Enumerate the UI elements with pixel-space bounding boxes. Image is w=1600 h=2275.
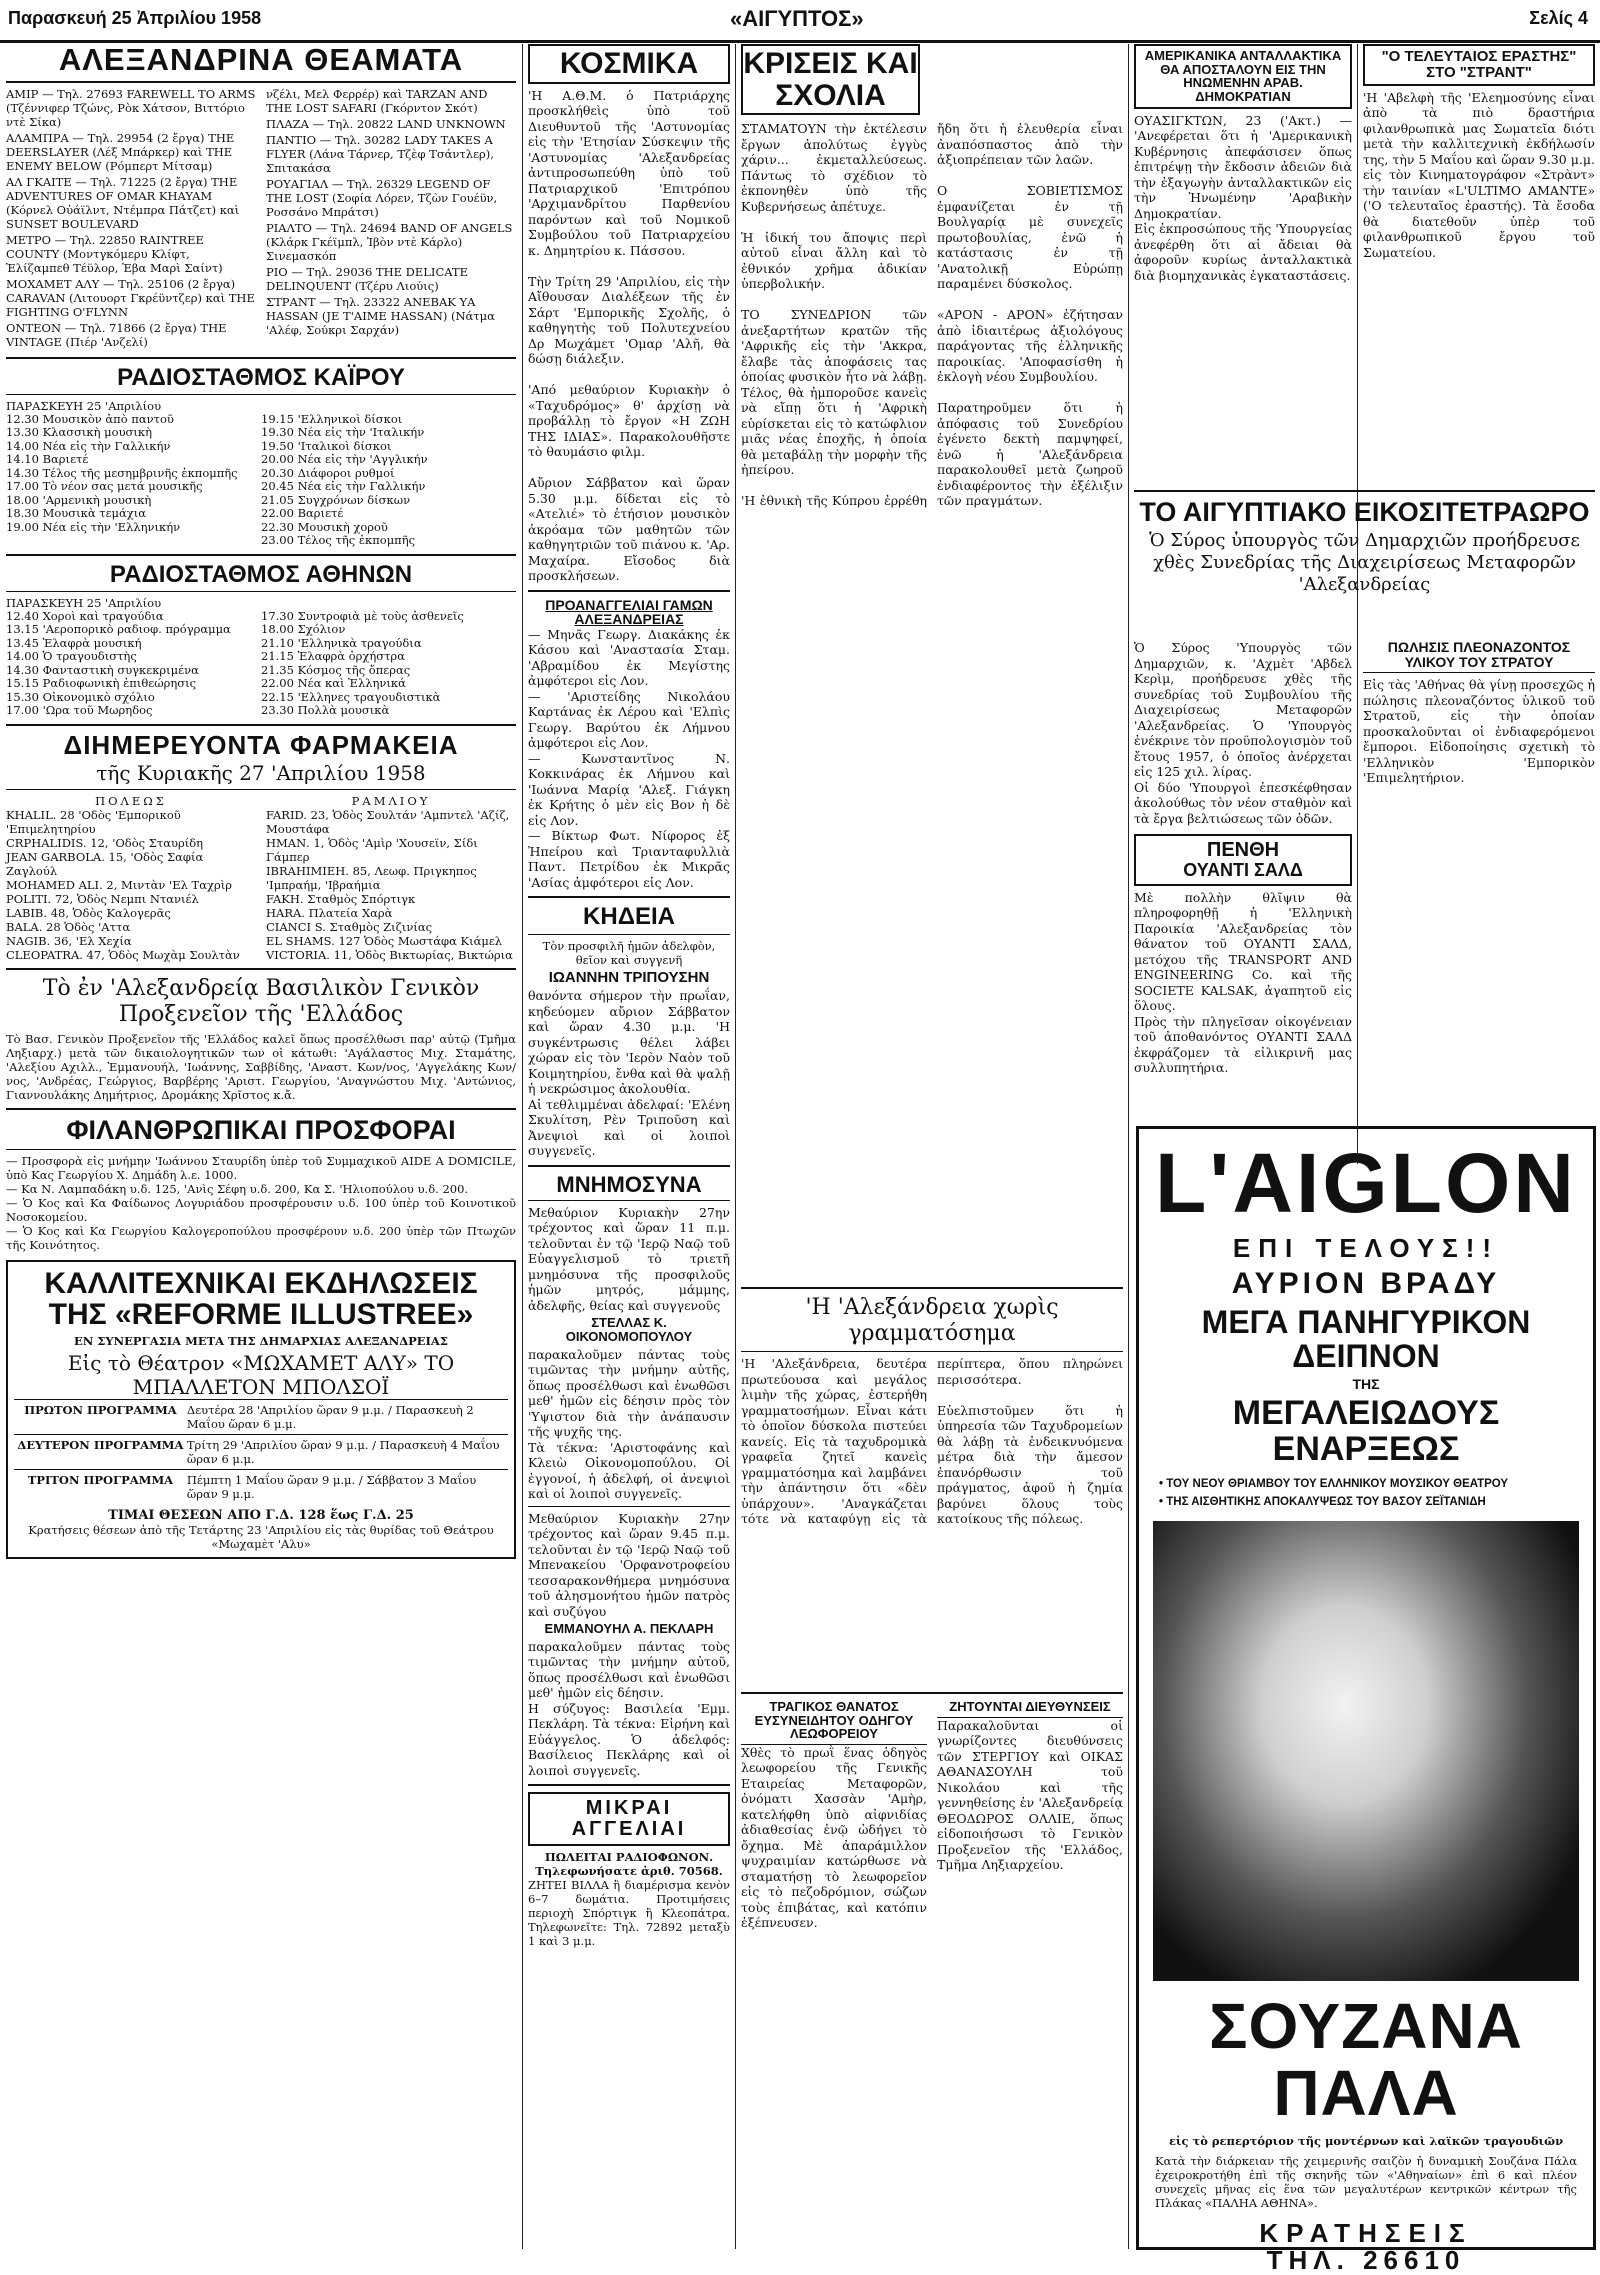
arts-program-dates: Πέμπτη 1 Μαΐου ὥραν 9 μ.μ. / Σάββατον 3 Μαΐου ὥραν 9 μ.μ. [186,1472,477,1501]
schedule-item: 18.30 Μουσικὰ τεμάχια [6,506,147,521]
schedule-item: 19.50 'Ιταλικοὶ δίσκοι [261,438,392,453]
masthead-page: Σελίς 4 [1529,8,1588,28]
schedule-row [6,534,516,548]
memorial-title: ΜΝΗΜΟΣΥΝΑ [556,1171,702,1197]
column-1 [6,42,520,2249]
column-rule [1128,44,1129,2249]
stamps-text: 'Η 'Αλεξάνδρεια, δευτέρα πρωτεύουσα καὶ μεγάλος λιμὴν τῆς χώρας, ἐστερήθη γραμματοσήμων. Εἶναι κάτι τὸ ὁποῖον δύσκολα πιστεύει κανείς. Εἰς τὰ ταχυδρομικὰ γραφεῖα ζητεῖ κανεὶς γραμματόσημα καὶ λαμβάνει τὴν ἀπάντησιν ὅτι «δὲν ὑπάρχουν». 'Αναγκάζεται τότε νὰ καταφύγῃ εἰς τὰ περίπτερα, ὅπου πληρώνει περισσότερα. Εὐελπιστοῦμεν ὅτι ἡ ὑπηρεσία τῶν Ταχυδρομείων θὰ λάβῃ τὰ ἐνδεικνυόμενα μέτρα διὰ τὴν ἄμεσον ἐπανόρθωσιν τοῦ πράγματος, ἀφοῦ ἡ ζημία βαρύνει ὅλους τοὺς κατοίκους τῆς πόλεως. [741,1356,1123,1526]
theater-listing: ΠΑΝΤΙΟ — Τηλ. 30282 LADY TAKES A FLYER (Λάνα Τάρνερ, Τζὲφ Τσάντλερ), Σπιτακάσα [266,132,494,175]
memorial-name-1: ΣΤΕΛΛΑΣ Κ. ΟΙΚΟΝΟΜΟΠΟΥΛΟΥ [565,1315,693,1345]
arts-theater: Εἰς τὸ Θέατρον «ΜΩΧΑΜΕΤ ΑΛΥ» ΤΟ ΜΠΑΛΛΕΤΟΝ ΜΠΟΛΣΟΪ [67,1350,455,1399]
theater-listing: ΡΙΟ — Τηλ. 29036 THE DELICATE DELINQUENT (Τζέρυ Λιούις) [266,264,469,293]
council-block [1134,490,1595,632]
aiglon-ad [1136,1126,1596,2275]
engagements-title: ΠΡΟΑΝΑΓΓΕΛΙΑΙ ΓΑΜΩΝ ΑΛΕΞΑΝΔΡΕΙΑΣ [545,596,713,628]
schedule-item: 17.30 Συντροφιὰ μὲ τοὺς ἀσθενεῖς [261,608,464,623]
schedule-row [6,467,516,481]
schedule-item: 22.00 Βαριετέ [261,506,344,521]
radio-athens-title: ΡΑΔΙΟΣΤΑΘΜΟΣ ΑΘΗΝΩΝ [109,560,413,588]
schedule-item: 14.30 Φανταστικὴ συγκεκριμένα [6,662,199,677]
schedule-row [6,691,516,705]
schedule-item: 23.30 Πολλὰ μουσικὰ [261,703,390,718]
column-2 [528,44,734,2249]
theater-listing: ΑΛΑΜΠΡΑ — Τηλ. 29954 (2 ἔργα) THE DEERSLAYER (Λέξ Μπάρκερ) καὶ THE ENEMY BELOW (Ρόμπερτ Μίτσαμ) [6,130,235,173]
arts-program-dates: Τρίτη 29 'Απριλίου ὥραν 9 μ.μ. / Παρασκευὴ 4 Μαΐου ὥραν 6 μ.μ. [186,1437,500,1466]
ad-bullet-1-text: ΤΟΥ ΝΕΟΥ ΘΡΙΑΜΒΟΥ ΤΟΥ ΕΛΛΗΝΙΚΟΥ ΜΟΥΣΙΚΟΥ ΘΕΑΤΡΟΥ [1166,1478,1509,1491]
masthead-date: Παρασκευή 25 Ἀπριλίου 1958 [8,8,262,28]
schedule-item: 18.00 'Αρμενικὴ μουσικὴ [6,492,152,507]
arts-subtitle: ΕΝ ΣΥΝΕΡΓΑΣΙΑ ΜΕΤΑ ΤΗΣ ΔΗΜΑΡΧΙΑΣ ΑΛΕΞΑΝΔΡΕΙΑΣ [74,1333,448,1348]
column-4-right [1363,44,1599,524]
schedule-row [6,453,516,467]
social-text: 'Η Α.Θ.Μ. ὁ Πατριάρχης προσκλήθεὶς ὑπὸ τοῦ Διευθυντοῦ τῆς 'Αστυνομίας εἰς τὴν 'Ετησίαν Σύσκεψιν τῆς 'Αστυνομίας 'Αλεξανδρείας ἀντιπροσωπεύθη ὑπὸ τοῦ Πατριαρχικοῦ 'Επιτρόπου 'Αρχιμανδρίτου Παρθενίου παρόντων καὶ τοῦ Νομικοῦ Συμβούλου τοῦ Πατριαρχείου κ. Δημητρίου κ. Πάσσου. Τὴν Τρίτη 29 'Απριλίου, εἰς τὴν Αἴθουσαν Διαλέξεων τῆς ἐν Σάρτ 'Εμπορικῆς Σχολῆς, ὁ καθηγητὴς τοῦ Πολυτεχνείου Δρ Μωχάμετ 'Ομαρ 'Αλῆ, θὰ δώσῃ διάλεξιν. 'Από μεθαύριον Κυριακὴν ὁ «Ταχυδρόμος» θ' ἀρχίσῃ νὰ προβάλλῃ τὸ ἔργον «Η ΖΩΗ ΤΗΣ ΙΔΙΑΣ». Παρακολουθῆστε τὸ θαυμάσιο φιλμ. Αὔριον Σάββατον καὶ ὥραν 5.30 μ.μ. δίδεται εἰς τὸ «Ατελιέ» τὸ ἐτήσιον μουσικὸν ἀκρόαμα τῶν μαθητῶν τῶν καθηγητριῶν τοῦ πιάνου κ. 'Αρ. Μαχαίρα. Εἴσοδος διὰ προσκλήσεων. [528,87,730,583]
pharmacies-title: ΔΙΗΜΕΡΕΥΟΝΤΑ ΦΑΡΜΑΚΕΙΑ [63,729,459,760]
pharmacies-city: KHALIL. 28 'Οδὸς 'Εμπορικοῦ 'Επιμελητηρίου CRPHALIDIS. 12, 'Οδὸς Σταυρίδη JEAN GARBOLA. 15, 'Οδὸς Σαφία Ζαγλούλ MOHAMED ALI. 2, Μιντὰν 'Ελ Ταχρὶρ POLITI. 72, Ὁδὸς Νεμπι Ντανιέλ LABIB. 48, Ὁδὸς Καλογερᾶς BALA. 28 Ὁδὸς 'Αττα NAGIB. 36, 'Ελ Χεχία CLEOPATRA. 47, Ὁδὸς Μωχὰμ Σουλτὰν [6,808,240,963]
portrait-text: 'Η 'Αβελφὴ τῆς 'Ελεημοσύνης εἶναι ἀπὸ τὰ πιὸ δραστήρια φιλανθρωπικὰ μας Σωματεῖα διότι μετὰ τὴν καλλιτεχνικὴ ἐκδήλωσίν της, τὴν 5 Μαΐου καὶ ὥραν 9.30 μ.μ. εἰς τὸν Κινηματογράφον «Στρὰντ» τὴν ταινίαν «L'ULTIMO AMANTE» ('Ο τελευταῖος ἐραστής). Τὰ ἔσοδα θὰ διατεθοῦν ὑπὲρ τοῦ φιλανθρωπικοῦ ἔργου τοῦ Σωματείου. [1363,89,1599,260]
ad-desc-2: Κατὰ τὴν διάρκειαν τῆς χειμερινῆς σαιζὸν ἡ δυναμικὴ Σουζάνα Πάλα ἐχειροκροτήθη ἐπὶ τῆς σκηνῆς τῶν «'Αθηναίων» ἐπὶ 6 καὶ πλέον συνεχεῖς μῆνας εἰς ἕνα τῶν μεγαλυτέρων κεντρικῶν κέντρων τῆς Πλάκας «ΠΑΛΗΑ ΑΘΗΝΑ». [1155,2153,1581,2210]
sorrow-box [1134,834,1352,886]
arts-program-name: ΔΕΥΤΕΡΟΝ ΠΡΟΓΡΑΜΜΑ [17,1437,184,1452]
schedule-item: 22.00 Νέα καὶ Ἐλληνικά [261,676,406,691]
radio-cairo-schedule [6,413,516,548]
theater-listing: ΣΤΡΑΝΤ — Τηλ. 23322 ΑΝΕΒΑΚ ΥΑ ΗΑSSAN (JE T'AIME HASSAN) (Νάτμα 'Αλέφ, Σούκρι Σαρχάν) [266,294,495,337]
news-text: ΟΥΑΣΙΓΚΤΩΝ, 23 ('Ακτ.) — 'Ανεφέρεται ὅτι ἡ 'Αμερικανικὴ Κυβέρνησις ἀπεφάσισεν ὅπως ἐπιτρέψῃ τὴν ἔκδοσιν ἀδειῶν διὰ τὴν ἐξαγωγὴν ἀνταλλακτικῶν εἰς τὴν Ἡνωμένην 'Αραβικὴν Δημοκρατίαν. Εἰς ἐκπροσώπους τῆς 'Υπουργείας ἀνεφέρθη ὅτι αἱ ἄδειαι θὰ ἀφοροῦν κυρίως ἀνταλλακτικὰ διὰ βιομηχανικὰς ἐγκαταστάσεις. [1134,112,1352,283]
theater-listing: ΟΝΤΕΟΝ — Τηλ. 71866 (2 ἔργα) THE VINTAGE (Πιέρ 'Ανζελί) [6,320,227,349]
theater-listing: ΑΛ ΓΚΑΙΤΕ — Τηλ. 71225 (2 ἔργα) THE ADVENTURES OF OMAR KHAYAM (Κόρνελ Οὐάϊλντ, Ντέμπρα Πάτζετ) καὶ SUNSET BOULEVARD [6,174,240,231]
wanted-title: ΖΗΤΟΥΝΤΑΙ ΔΙΕΥΘΥΝΣΕΙΣ [937,1700,1123,1718]
schedule-item: 21.35 Κόσμος τῆς ὄπερας [261,662,411,677]
schedule-row [6,637,516,651]
ad-line-3: ΜΕΓΑ ΠΑΝΗΓΥΡΙΚΟΝ ΔΕΙΠΝΟΝ [1201,1303,1531,1374]
arts-program-name: ΠΡΩΤΟΝ ΠΡΟΓΡΑΜΜΑ [24,1402,177,1417]
sorrow-text: Μὲ πολλὴν θλῖψιν θὰ πληροφορηθῇ ἡ 'Ελληνικὴ Παροικία 'Αλεξανδρείας τὸν θάνατον τοῦ ΟΥΑΝΤΙ ΣΑΛΔ, μετόχου τῆς TRANSPORT AND ENGINEERING Co. καὶ τῆς SOCIETE KALSAK, ἀγαπητοῦ εἰς ὅλους. Πρὸς τὴν πληγεῖσαν οἰκογένειαν τοῦ ἀποθανόντος ΟΥΑΝΤΙ ΣΑΛΔ ἐκφράζομεν τὰ εἰλικρινῆ μας συλλυπητήρια. [1134,889,1352,1076]
ad-line-4: ΤΗΣ [1352,1376,1380,1393]
theater-listing: ΡΙΑΛΤΟ — Τηλ. 24694 BAND OF ANGELS (Κλάρκ Γκέϊμπλ, Ἰβὸν ντὲ Κάρλο) Σινεμασκόπ [266,220,513,263]
radio-athens-schedule [6,610,516,718]
schedule-item: 17.00 Τὸ νέον σας μετά μουσικῆς [6,479,203,494]
stamps-title: 'Η 'Αλεξάνδρεια χωρὶς γραμματόσημα [805,1295,1059,1346]
consulate-title: Τὸ ἐν 'Αλεξανδρείᾳ Βασιλικὸν Γενικὸν Προξενεῖον τῆς 'Ελλάδος [42,976,480,1028]
schedule-item: 23.00 Τέλος τῆς ἐκπομπῆς [261,533,416,548]
schedule-item: 20.00 Νέα εἰς τὴν 'Αγγλικήν [261,452,428,467]
arts-program-row [14,1399,508,1434]
classified-title: ΜΙΚΡΑΙ ΑΓΓΕΛΙΑΙ [528,1792,730,1846]
arts-programs [14,1399,508,1504]
arts-program-row [14,1469,508,1504]
tragic-title: ΤΡΑΓΙΚΟΣ ΘΑΝΑΤΟΣ ΕΥΣΥΝΕΙΔΗΤΟΥ ΟΔΗΓΟΥ ΛΕΩΦΟΡΕΙΟΥ [741,1700,927,1745]
sale-col [1363,639,1599,1120]
schedule-item: 22.15 'Ελληνες τραγουδιστικὰ [261,689,441,704]
engagements-text: — Μηνᾶς Γεωργ. Διακάκης ἐκ Κάσου καὶ 'Αναστασία Σταμ. 'Αβραμίδου ἐκ Μεγίστης ἀμφότεροι εἰς Λον. — 'Αριστείδης Νικολάου Καρτάνας ἐκ Λέρου καὶ 'Ελπὶς Γεωργ. Βαρύτου ἐκ Λήμνου ἀμφότεροι εἰς Λον. — Κωνσταντῖνος Ν. Κοκκινάρας ἐκ Λήμνου καὶ 'Ιωάννα Μαρίᾳ 'Αλεξ. Γιάγκη ἐκ Κρήτης ὁ μὲν εἰς Βον ἡ δὲ εἰς Λον. — Βίκτωρ Φωτ. Νίφορος ἐξ Ἠπείρου καὶ Τριανταφυλλιὰ Παντ. Πετρίδου ἐκ Μικρᾶς 'Ασίας ἀμφότεροι εἰς Λον. [528,626,730,890]
theater-listing: ΠΛΑΖΑ — Τηλ. 20822 LAND UNKNOWN [266,116,506,131]
column-3 [741,44,1127,2249]
ad-line-5: ΜΕΓΑΛΕΙΩΔΟΥΣ ΕΝΑΡΞΕΩΣ [1232,1393,1500,1468]
comments-title: ΚΡΙΣΕΙΣ ΚΑΙ ΣΧΟΛΙΑ [741,44,920,115]
sorrow-title: ΠΕΝΘΗ [1206,839,1280,861]
schedule-row [6,677,516,691]
schedule-item: 19.00 Νέα εἰς τὴν 'Ελληνικήν [6,519,181,534]
theaters-list-right [266,87,516,351]
schedule-item: 21.05 Συγχρόνων δίσκων [261,492,411,507]
tragic-text: Χθὲς τὸ πρωῒ ἕνας ὁδηγὸς λεωφορείου τῆς Γενικῆς Εταιρείας Μεταφορῶν, ὀνόματι Χασσὰν 'Αμὴρ, κατελήφθη ὑπὸ αἰφνιδίας ἀδιαθεσίας ἐνῷ ὡδήγει τὸ ὄχημα. Μὲ ἀπαράμιλλον ψυχραιμίαν κατώρθωσε νὰ σταματήσῃ τὸ λεωφορεῖον εἰς τὸ πεζοδρόμιον, σώζων τοὺς ἐπιβάτας, καὶ κατόπιν ἐξέπνευσεν. [741,1744,931,1931]
ad-bullet-2: • ΤΗΣ ΑΙΣΘΗΤΙΚΗΣ ΑΠΟΚΑΛΥΨΕΩΣ ΤΟΥ ΒΑΣΟΥ ΣΕΪΤΑΝΙΔΗ [1159,1496,1486,1509]
arts-prices: ΤΙΜΑΙ ΘΕΣΕΩΝ ΑΠΟ Γ.Δ. 128 ἕως Γ.Δ. 25 [108,1507,414,1523]
funeral-name: ΙΩΑΝΝΗΝ ΤΡΙΠΟΥΣΗΝ [548,968,710,986]
comments-text: ΣΤΑΜΑΤΟΥΝ τὴν ἐκτέλεσιν ἔργων ἀπολύτως ἐγγὺς χάριν... ἐκμεταλλεύσεως. Πάντως τὸ σχέδιον τὸ ἐκπονηθὲν ὑπὸ τῆς Κυβερνήσεως ἀπέτυχε. Ἡ ἰδική του ἄποψις περὶ αὐτοῦ εἶναι ἄλλη καὶ τὸ ἐθνικόν χρῆμα ἀδικίαν ὑπερβολικήν. ΤΟ ΣΥΝΕΔΡΙΟΝ τῶν ἀνεξαρτήτων κρατῶν τῆς 'Αφρικῆς εἰς τὴν 'Ακκρα, ἔλαβε τὰς ἀποφάσεις τας ὁποίας φυσικὸν ἦτο νὰ λάβῃ. Τέλος, θὰ ἠμποροῦσε κανεὶς νὰ εἴπῃ ὅτι ἡ 'Αφρικὴ εὑρίσκεται εἰς τὸ κατώφλιον μιᾶς νέας ἐποχῆς, ἡ ὁποία θὰ μεταβάλῃ τὴν μορφὴν τῆς ἠπείρου. 'Η ἐθνικὴ τῆς Κύπρου ἐρρέθη ἤδη ὅτι ἡ ἐλευθερία εἶναι ἀναπόσπαστος ἀπὸ τὴν ἀξιοπρέπειαν τῶν λαῶν. Ο ΣΟΒΙΕΤΙΣΜΟΣ ἐμφανίζεται ἐν τῇ Βουλγαρίᾳ μὲ συνεχεῖς πρωτοβουλίας, ἐνῶ ἡ κατάστασις ἐν τῇ 'Ανατολικῇ Εὐρώπῃ παραμένει δύσκολος. «ΑΡΟΝ - ΑΡΟΝ» ἐζήτησαν ἀπὸ ἰδιαιτέρως ἀξιολόγους παράγοντας τῆς ἐλληνικῆς παροικίας. 'Αποφασίσθη ἡ ἐκλογὴ νέου Συμβουλίου. Παρατηροῦμεν ὅτι ἡ ἀπόφασις τοῦ Συνεδρίου ἐγένετο δεκτὴ παμψηφεί, ἐνῶ ἡ 'Αλεξάνδρεια παρακολουθεῖ μετὰ ζωηροῦ ἐνδιαφέροντος τὴν ἐξέλιξιν τῶν πραγμάτων. [741,121,1123,508]
radio-cairo-title: ΡΑΔΙΟΣΤΑΘΜΟΣ ΚΑΪΡΟΥ [117,363,405,391]
memorial-text-2: παρακαλοῦμεν πάντας τοὺς τιμῶντας τὴν μνήμην αὐτῆς, ὅπως προσέλθωσι καὶ ἑνωθῶσι μεθ' ἡμῶν εἰς δέησιν πρὸς τὸν 'Υψιστον διὰ τὴν ἀνάπαυσιν τῆς ψυχῆς της. Τὰ τέκνα: 'Αριστοφάνης καὶ Κλειὼ Οἰκονομοπούλου. Οἱ ἐγγονοί, ἡ ἀδελφή, οἱ ἀνεψιοὶ καὶ οἱ λοιποὶ συγγενεῖς. [528,1346,730,1502]
lower-items [741,1699,1127,1931]
ad-line-2: ΑΥΡΙΟΝ ΒΡΑΔΥ [1231,1267,1501,1301]
masthead-paper: «ΑΙΓΥΠΤΟΣ» [730,6,864,31]
theater-listing: ΜΟΧΑΜΕΤ ΑΛΥ — Τηλ. 25106 (2 ἔργα) CARAVAN (Λιτουορτ Γκρέϋντζερ) καὶ THE FIGHTING O'FLYNN [6,276,255,319]
arts-title: ΚΑΛΛΙΤΕΧΝΙΚΑΙ ΕΚΔΗΛΩΣΕΙΣ ΤΗΣ «REFORME ILLUSTREE» [44,1266,478,1332]
council-text-col [1134,640,1352,1120]
sale-text: Εἰς τὰς 'Αθήνας θὰ γίνῃ προσεχῶς ἡ πώλησις πλεοναζόντος ὑλικοῦ τοῦ Στρατοῦ, εἰς τὴν ὁποίαν προσκαλοῦνται οἱ ἐνδιαφερόμενοι ἔμποροι. Εἰδοποίησις σχετικὴ τὸ 'Ελληνικὸν 'Εμπορικὸν 'Επιμελητήριον. [1363,677,1599,786]
ad-book: ΚΡΑΤΗΣΕΙΣ [1259,2217,1473,2248]
pharmacies-ramleh: FARID. 23, Ὁδὸς Σουλτάν 'Αμπντελ 'Αζίζ, Μουστάφα ΗΜΑΝ. 1, Ὁδὸς 'Αμὶρ 'Χουσεϊν, Σίδι Γάμπερ IBRAHIMIEH. 85, Λεωφ. Πριγκηπος 'Ιμπραήμ, 'Ιβραήμια FAKH. Σταθμὸς Σπόρτιγκ HARA. Πλατεία Χαρὰ CIANCI S. Σταθμὸς Ζιζινίας EL SHAMS. 127 Ὁδὸς Μωστάφα Κιάμελ VICTORIA. 11, Ὁδὸς Βικτωρίας, Βικτώρια [266,808,513,963]
ad-name: ΣΟΥΖΑΝΑ ΠΑΛΑ [1209,1990,1523,2130]
schedule-item: 14.00 Ὁ τραγουδιστὴς [6,649,137,664]
ad-line-1: ΕΠΙ ΤΕΛΟΥΣ!! [1232,1233,1500,1264]
sale-title: ΠΩΛΗΣΙΣ ΠΛΕΟΝΑΖΟΝΤΟΣ ΥΛΙΚΟΥ ΤΟΥ ΣΤΡΑΤΟΥ [1363,640,1595,673]
schedule-item: 15.15 Ραδιοφωνικὴ ἐπιθεώρησις [6,676,197,691]
schedule-row [6,650,516,664]
schedule-row [6,610,516,624]
schedule-row [6,494,516,508]
memorial-name-2: ΕΜΜΑΝΟΥΗΛ Α. ΠΕΚΛΑΡΗ [544,1621,714,1637]
classified-left: ΠΩΛΕΙΤΑΙ ΡΑΔΙΟΦΩΝΟΝ. Τηλεφωνήσατε ἀριθ. 70568. [535,1850,723,1879]
schedule-item: 19.15 'Ελληνικοὶ δίσκοι [261,411,403,426]
schedule-row [6,413,516,427]
schedule-row [6,507,516,521]
schedule-item: 12.30 Μουσικὸν ἀπὸ παντοῦ [6,411,174,426]
schedule-item: 15.30 Οἰκονομικὸ σχόλιο [6,689,155,704]
council-text: Ὁ Σύρος 'Υπουργὸς τῶν Δημαρχιῶν, κ. 'Αχμὲτ 'Αβδελ Κερὶμ, προήδρευσε χθὲς τῆς συνεδρίας τοῦ Συμβουλίου τῆς Διαχειρίσεως Μεταφορῶν 'Αλεξανδρείας. Ὁ 'Υπουργὸς ἐνέκρινε τὸν προϋπολογισμὸν τοῦ ἔτους 1957, ὁ ὁποῖος ἀνέρχεται εἰς 125 χιλ. λίρας. Οἱ δύο 'Υπουργοὶ ἐπεσκέφθησαν ἀκολούθως τὸν νέον σταθμὸν καὶ τὰ ἔργα βελτιώσεως τῶν ὁδῶν. [1134,640,1352,826]
ad-bullet-1: • ΤΟΥ ΝΕΟΥ ΘΡΙΑΜΒΟΥ ΤΟΥ ΕΛΛΗΝΙΚΟΥ ΜΟΥΣΙΚΟΥ ΘΕΑΤΡΟΥ [1159,1478,1509,1491]
portrait-title: "Ο ΤΕΛΕΥΤΑΙΟΣ ΕΡΑΣΤΗΣ" ΣΤΟ "ΣΤΡΑΝΤ" [1363,44,1595,86]
pharmacies-subtitle: τῆς Κυριακῆς 27 'Απριλίου 1958 [96,761,426,786]
ad-bullet-2-text: ΤΗΣ ΑΙΣΘΗΤΙΚΗΣ ΑΠΟΚΑΛΥΨΕΩΣ ΤΟΥ ΒΑΣΟΥ ΣΕΪΤΑΝΙΔΗ [1166,1496,1486,1509]
schedule-item: 17.00 'Ωρα τοῦ Μωρηδος [6,703,153,718]
schedule-item: 14.00 Νέα εἰς τὴν Γαλλικήν [6,438,171,453]
schedule-item: 14.10 Βαριετέ [6,452,89,467]
memorial-text-1: Μεθαύριον Κυριακὴν 27ην τρέχοντος καὶ ὥραν 11 π.μ. τελοῦνται ἐν τῷ 'Ιερῷ Ναῷ τοῦ Εὐαγγελισμοῦ τὸ τριετῆ μνημόσυνα τῆς προσφιλοῦς ἡμῶν μητρός, μάμμης, ἀδελφῆς, θείας καὶ συγγενοῦς [528,1204,734,1313]
schedule-item: 14.30 Τέλος τῆς μεσημβρινῆς ἐκπομπῆς [6,465,238,480]
arts-program-dates: Δευτέρα 28 'Απριλίου ὥραν 9 μ.μ. / Παρασκευὴ 2 Μαΐου ὥραν 6 μ.μ. [186,1402,474,1431]
column-rule [735,44,736,2249]
column-4-left [1134,44,1352,524]
theater-listing: νζέλι, Μελ Φερρέρ) καὶ TARZAN AND THE LOST SAFARI (Γκόρντον Σκότ) [266,86,488,115]
charity-title: ΦΙΛΑΝΘΡΩΠΙΚΑΙ ΠΡΟΣΦΟΡΑΙ [66,1115,456,1146]
ad-brand: L'AIGLON [1155,1136,1577,1230]
masthead [0,0,1600,43]
ad-tel: ΤΗΛ. 26610 [1266,2244,1466,2275]
sorrow-name: ΟΥΑΝΤΙ ΣΑΛΔ [1183,860,1303,880]
schedule-item: 18.00 Σχόλιον [261,622,346,637]
social-title: ΚΟΣΜΙΚΑ [528,44,730,84]
theater-listing: ΜΕΤΡΟ — Τηλ. 22850 RAINTREE COUNTY (Μοντγκόμερυ Κλίφτ, Ἐλίζαμπεθ Τέϋλορ, Ἐβα Μαρὶ Σαίντ) [6,232,223,275]
column-rule [522,44,523,2249]
schedule-item: 13.45 Ἐλαφρὰ μουσική [6,635,142,650]
schedule-item: 22.30 Μουσικὴ χοροῦ [261,519,388,534]
consulate-text: Τὸ Βασ. Γενικὸν Προξενεῖον τῆς 'Ελλάδος καλεῖ ὅπως προσέλθωσι παρ' αὐτῷ (Τμῆμα Ληξιαρχ.) μετὰ τῶν δικαιολογητικῶν των οἱ κάτωθι: 'Αγάλαστος Μιχ. Σταμάτης, 'Αλεξίου Αχιλλ., Ἐμμανουήλ, 'Ιωάννης, Σαββίδης, 'Αναστ. Κων/νος, 'Αγγελάκης Κων/νος, 'Ανδρέας, Γεώργιος, Βαρβέρης 'Αριστ. Γεωργίου, 'Αναγνώστου Μιχ. 'Αντώνιος, Γιαννουλάκης Δημήτριος, Δρομάκης Χρῖστος κ.ἄ. [6,1032,520,1103]
schedule-row [6,704,516,718]
pharmacies-head-city: ΠΟΛΕΩΣ [95,794,167,809]
arts-box [6,1260,516,1559]
schedule-item [6,534,261,548]
radio-cairo-date: ΠΑΡΑΣΚΕΥΗ 25 'Απριλίου [6,398,162,413]
news-title: ΑΜΕΡΙΚΑΝΙΚΑ ΑΝΤΑΛΛΑΚΤΙΚΑ ΘΑ ΑΠΟΣΤΑΛΟΥΝ ΕΙΣ ΤΗΝ ΗΝΩΜΕΝΗΝ ΑΡΑΒ. ΔΗΜΟΚΡΑΤΙΑΝ [1134,44,1352,109]
arts-booking: Κρατήσεις θέσεων ἀπὸ τῆς Τετάρτης 23 'Απριλίου εἰς τὰς θυρίδας τοῦ Θεάτρου «Μωχαμὲτ 'Αλυ» [28,1522,494,1551]
theater-listing: ΡΟΥΑΓΙΑΛ — Τηλ. 26329 LEGEND OF THE LOST (Σοφία Λόρεν, Τζὼν Γουέϋν, Ροσσάνο Μπράτσι) [266,176,498,219]
schedule-item: 19.30 Νέα εἰς τὴν 'Ιταλικήν [261,425,425,440]
schedule-item: 12.40 Χοροὶ καὶ τραγούδια [6,608,164,623]
theaters-list-left [6,87,256,351]
arts-program-row [14,1434,508,1469]
schedule-item: 21.10 'Ελληνικὰ τραγούδια [261,635,422,650]
arts-program-name: ΤΡΙΤΟΝ ΠΡΟΓΡΑΜΜΑ [27,1472,174,1487]
radio-athens-date: ΠΑΡΑΣΚΕΥΗ 25 'Απριλίου [6,595,162,610]
schedule-row [6,426,516,440]
schedule-item: 21.15 Ἐλαφρὰ ὀρχήστρα [261,649,405,664]
funeral-intro: Τὸν προσφιλῆ ἡμῶν ἀδελφὸν, θεῖον καὶ συγγενῆ [542,938,716,967]
ad-desc-1: εἰς τὸ ρεπερτόριον τῆς μοντέρνων καὶ λαϊκῶν τραγουδιῶν [1168,2133,1564,2148]
memorial-text-4: παρακαλοῦμεν πάντας τοὺς τιμῶντας τὴν μνήμην αὐτοῦ, ὅπως προσέλθωσι καὶ ἑνωθῶσι μεθ' ἡμῶν εἰς δέησιν. Η σύζυγος: Βασιλεία 'Εμμ. Πεκλάρη. Τὰ τέκνα: Εἰρήνη καὶ Εὐάγγελος. Ὁ ἀδελφός: Βασίλειος Πεκλάρης καὶ οἱ λοιποὶ συγγενεῖς. [528,1638,730,1778]
schedule-item: 13.30 Κλασσικὴ μουσικὴ [6,425,152,440]
pharmacies-list [6,794,516,962]
council-subtitle: Ὁ Σύρος ὑπουργὸς τῶν Δημαρχιῶν προήδρευσε χθὲς Συνεδρίας τῆς Διαχειρίσεως Μεταφορῶν 'Αλεξανδρείας [1149,530,1580,596]
funeral-title: ΚΗΔΕΙΑ [583,903,675,931]
pharmacies-head-ramleh: ΡΑΜΛΙΟΥ [351,794,431,809]
classified-text: ΖΗΤΕΙ ΒΙΛΛΑ ἢ διαμέρισμα κενὸν 6–7 δωμάτια. Προτιμήσεις περιοχὴ Σπόρτιγκ ἢ Κλεοπάτρα. Τηλεφωνεῖτε: Τηλ. 72892 μεταξὺ 1 καὶ 3 μ.μ. [528,1878,734,1949]
theater-listing: ΑΜΙΡ — Τηλ. 27693 FAREWELL TO ARMS (Τζέννιφερ Τζώνς, Ρὸκ Χάτσον, Βιττόριο ντὲ Σίκα) [6,86,256,129]
schedule-row [6,440,516,454]
theaters-listing [6,87,516,351]
schedule-row [6,480,516,494]
schedule-item: 13.15 'Αεροπορικὸ ραδιοφ. πρόγραμμα [6,622,231,637]
council-title: ΤΟ ΑΙΓΥΠΤΙΑΚΟ ΕΙΚΟΣΙΤΕΤΡΑΩΡΟ [1139,497,1590,527]
theaters-title: ΑΛΕΞΑΝΔΡΙΝΑ ΘΕΑΜΑΤΑ [6,44,516,83]
funeral-text: θανόντα σήμερον τὴν πρωΐαν, κηδεύομεν αὔριον Σάββατον καὶ ὥραν 4.30 μ.μ. 'Η συγκέντρωσις θέλει λάβει χώραν εἰς τὸν 'Ιερὸν Ναὸν τοῦ Κοιμητηρίου, ἔνθα καὶ θὰ ψαλῇ ἡ νεκρώσιμος ἀκολουθία. Αἱ τεθλιμμέναι ἀδελφαί: 'Ελένη Σκυλίτση, Ρὲν Τριποῦση καὶ Ἀνεψιοὶ καὶ οἱ λοιποὶ συγγενεῖς. [528,988,730,1159]
schedule-row [6,623,516,637]
schedule-item: 20.30 Διάφοροι ρυθμοί [261,465,395,480]
schedule-row [6,521,516,535]
wanted-text: Παρακαλοῦνται οἱ γνωρίζοντες διευθύνσεις τῶν ΣΤΕΡΓΙΟΥ καὶ ΟΙΚΑΣ ΑΘΑΝΑΣΟΥΛΗ τοῦ Νικολάου καὶ τῆς γεννηθείσης ἐν 'Αλεξανδρείᾳ ΘΕΟΔΩΡΟΣ ΟΛΛΙΕ, ὅπως εἰδοποιήσωσι τὸ Γενικὸν Προξενεῖον τῆς 'Ελλάδος, Τμῆμα Ληξιαρχείου. [937,1717,1127,1873]
charity-text: — Προσφορὰ εἰς μνήμην 'Ιωάννου Σταυρίδη ὑπὲρ τοῦ Συμμαχικοῦ AIDE A DOMICILE, ὑπὸ Κας Γεωργίου Χ. Δημάδη λ.ε. 1000. — Κα Ν. Λαμπαδάκη υ.δ. 125, 'Ανὶς Σέφη υ.δ. 200, Κα Σ. 'Ηλιοπούλου υ.δ. 200. — Ὁ Κος καὶ Κα Φαίδωνος Λογυριάδου προσφέρουσιν υ.δ. 100 ὑπὲρ τοῦ Κοινοτικοῦ Νοσοκομείου. — Ὁ Κος καὶ Κα Γεωργίου Καλογεροπούλου προσφέρουν υ.δ. 200 ὑπὲρ τῶν Πτωχῶν τῆς Κοινότητος. [6,1153,516,1252]
schedule-item: 20.45 Νέα εἰς τὴν Γαλλικήν [261,479,426,494]
memorial-text-3: Μεθαύριον Κυριακὴν 27ην τρέχοντος καὶ ὥραν 9.45 π.μ. τελοῦνται ἐν τῷ 'Ιερῷ Ναῷ τοῦ Μπενακείου 'Ορφανοτροφείου τεσσαρακονθήμερα μνημόσυνα τοῦ ἀλησμονήτου ἡμῶν πατρὸς καὶ συζύγου [528,1510,734,1619]
ad-portrait-photo [1153,1521,1579,1981]
schedule-row [6,664,516,678]
